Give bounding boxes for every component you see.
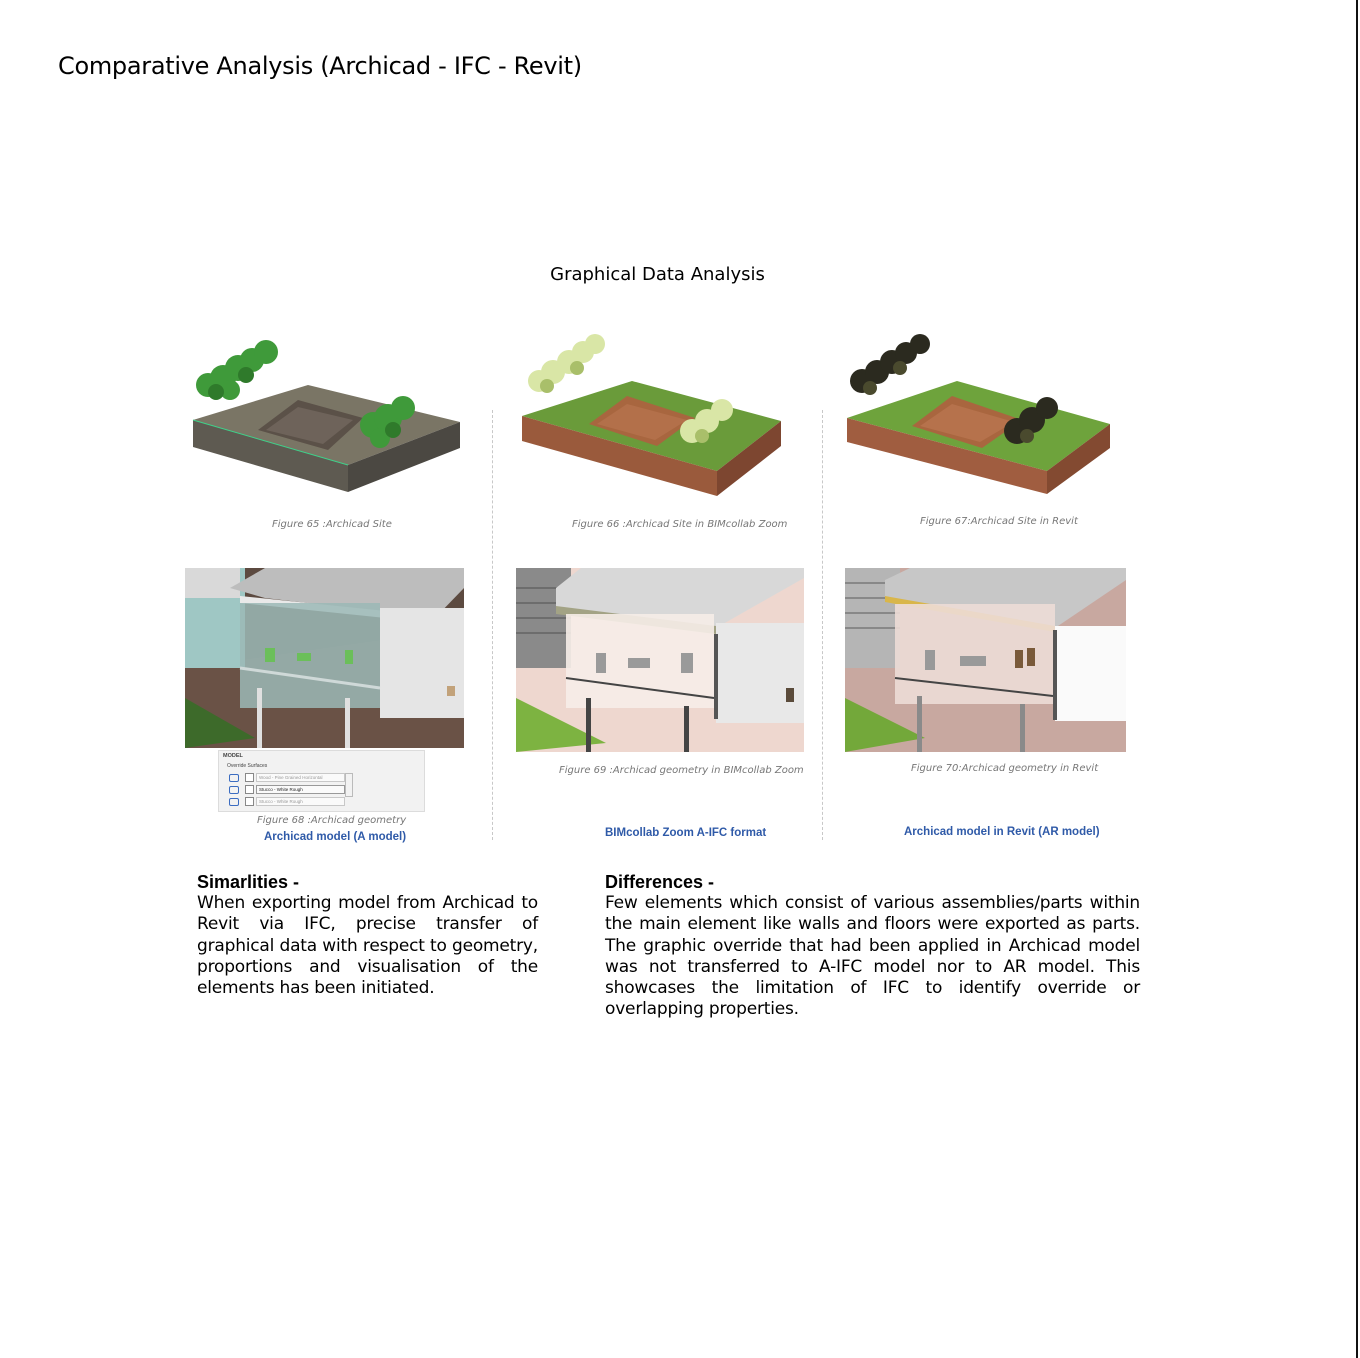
override-row[interactable] — [229, 785, 409, 793]
ar-model-label: Archicad model in Revit (AR model) — [904, 826, 1100, 838]
figure-70-caption: Figure 70:Archicad geometry in Revit — [911, 763, 1099, 774]
panel-side-tag — [345, 773, 353, 797]
figure-65-caption: Figure 65 :Archicad Site — [272, 519, 392, 530]
surface-select[interactable]: Wood - Pine Grained Horizontal — [256, 773, 345, 782]
surface-select[interactable]: Stucco - White Rough — [256, 785, 345, 794]
figure-69-caption: Figure 69 :Archicad geometry in BIMcollab Zoom — [559, 765, 804, 776]
surface-icon — [229, 798, 239, 806]
differences-text: Few elements which consist of various assemblies/parts within the main element like walls and floors were exported as parts. The graphic override that had been applied in Archicad model was not transferred to A-IFC model nor to AR model. This showcases the limitation of IFC to identify override or overlapping properties. — [605, 893, 1140, 1020]
figure-66-caption: Figure 66 :Archicad Site in BIMcollab Zoom — [572, 519, 788, 530]
column-divider-left — [492, 410, 493, 840]
panel-subheader: Override Surfaces — [227, 763, 268, 769]
bimcollab-geometry-image — [516, 568, 804, 752]
surface-icon — [229, 786, 239, 794]
revit-geometry-image — [845, 568, 1126, 752]
page-right-border — [1356, 0, 1358, 1358]
override-checkbox[interactable] — [245, 797, 254, 806]
similarities-text: When exporting model from Archicad to Revit via IFC, precise transfer of graphical data with respect to geometry, proportions and visualisation of the elements has been initiated. — [197, 893, 538, 999]
revit-site-image — [842, 326, 1114, 498]
surface-icon — [229, 774, 239, 782]
similarities-heading: Simarlities - — [197, 872, 300, 892]
bimcollab-site-image — [517, 326, 787, 498]
differences-heading: Differences - — [605, 872, 715, 892]
override-row[interactable] — [229, 773, 409, 781]
page-title: Comparative Analysis (Archicad - IFC - Revit) — [58, 52, 582, 80]
aifc-model-label: BIMcollab Zoom A-IFC format — [605, 827, 767, 839]
override-row[interactable] — [229, 797, 409, 805]
section-title: Graphical Data Analysis — [550, 264, 765, 285]
archicad-site-image — [188, 330, 468, 500]
a-model-label: Archicad model (A model) — [264, 831, 407, 843]
override-checkbox[interactable] — [245, 773, 254, 782]
surface-select[interactable]: Stucco - White Rough — [256, 797, 345, 806]
override-surfaces-panel — [218, 750, 425, 812]
archicad-geometry-image — [185, 568, 464, 748]
column-divider-right — [822, 410, 823, 840]
override-checkbox[interactable] — [245, 785, 254, 794]
figure-68-caption: Figure 68 :Archicad geometry — [257, 815, 407, 826]
figure-67-caption: Figure 67:Archicad Site in Revit — [920, 516, 1078, 527]
panel-header: MODEL — [223, 753, 243, 759]
